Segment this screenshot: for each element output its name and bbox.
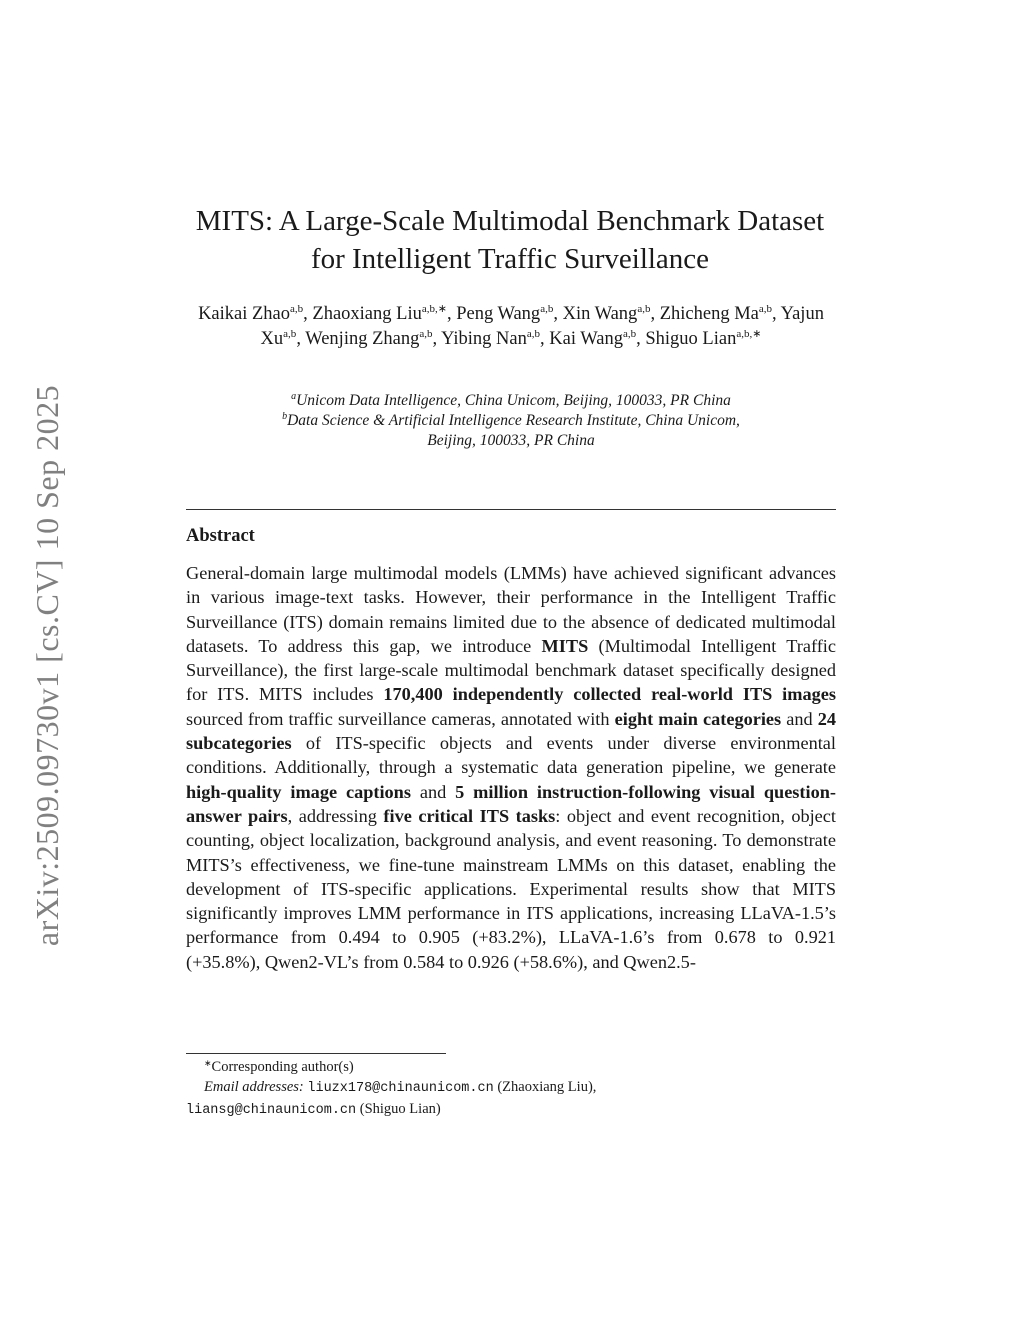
author-affiliation-mark: a,b (637, 303, 651, 315)
author-name: Kai Wang (549, 329, 623, 349)
author-affiliation-mark: a,b,∗ (421, 303, 447, 315)
author-affiliation-mark: a,b (419, 328, 433, 340)
abstract-text: and (781, 708, 818, 729)
author-affiliation-mark: a,b (622, 328, 637, 340)
abstract-emphasis: five critical ITS tasks (383, 805, 556, 826)
author-affiliation-mark: a,b (290, 303, 304, 315)
author-name: Yibing Nan (441, 329, 527, 349)
affiliation-a: $^a$Unicom Data Intelligence, China Unicom, Beijing, 100033, PR China (291, 391, 731, 409)
author-affiliation-mark: a,b (540, 303, 554, 315)
author-name: Peng Wang (456, 304, 541, 324)
arxiv-identifier-stamp (24, 370, 72, 960)
abstract-emphasis: 170,400 independently collected real-world ITS images (383, 684, 836, 705)
footnotes (186, 1057, 836, 1121)
title-line-1: MITS: A Large-Scale Multimodal Benchmark Dataset (195, 205, 825, 237)
abstract-text: (Multimodal Intelligent Traffic Surveillance), the first large-scale multimodal benchmark dataset specifically designed for ITS. MITS includes (186, 635, 836, 705)
author-list: Kaikai Zhao$^{a,b}$, Zhaoxiang Liu$^{a,b,∗}$, Peng Wang$^{a,b}$, Xin Wang$^{a,b}$, Zhicheng Ma$^{a,b}$, Yajun Xu$^{a,b}$, Wenjing Zhang$^{a,b}$, Yibing Nan$^{a,b}$, Kai Wang$^{a,b}$, Shiguo Lian$^{a,b,∗}$ (198, 303, 824, 349)
abstract-emphasis: 24 subcategories (186, 708, 836, 754)
abstract-text: sourced from traffic surveillance cameras, annotated with (186, 708, 615, 729)
title-line-2: for Intelligent Traffic Surveillance (310, 243, 710, 275)
arxiv-id-text: arXiv:2509.09730v1 [cs.CV] 10 Sep 2025 (29, 384, 66, 946)
paper-title (150, 202, 870, 278)
email-label: Email addresses: (204, 1079, 304, 1095)
author-name: Yajun Xu (260, 304, 824, 349)
author-affiliation-mark: a,b,∗ (736, 328, 762, 340)
author-name: Zhaoxiang Liu (312, 304, 422, 324)
abstract-text: and (410, 781, 456, 802)
author-name: Zhicheng Ma (659, 304, 759, 324)
abstract-body (186, 561, 836, 974)
email-addresses-line-2: liansg@chinaunicom.cn (Shiguo Lian) (186, 1101, 441, 1118)
author-affiliation-mark: a,b (526, 328, 541, 340)
abstract-text: : object and event recognition, object counting, object localization, background analysis, and event reasoning. To demonstrate MITS’s effectiveness, we fine-tune mainstream LMMs on this dataset, enabling the development of ITS-specific applications. Experimental results show that MITS significantly improves LMM performance in ITS applications, increasing LLaVA-1.5’s performance from 0.494 to 0.905 (+83.2%), LLaVA-1.6’s from 0.678 to 0.921 (+35.8%), Qwen2-VL’s from 0.584 to 0.926 (+58.6%), and Qwen2.5- (186, 805, 836, 972)
author-name: Kaikai Zhao (198, 304, 291, 324)
abstract-emphasis: high-quality image captions (186, 781, 411, 802)
email-link-liu[interactable]: liuzx178@chinaunicom.cn (307, 1081, 494, 1096)
author-name: Shiguo Lian (645, 329, 737, 349)
abstract-emphasis: MITS (541, 635, 589, 656)
author-affiliation-mark: a,b (283, 328, 297, 340)
corresponding-author-note: ∗Corresponding author(s) (204, 1058, 354, 1075)
abstract-text: General-domain large multimodal models (LMMs) have achieved significant advances in various image-text tasks. However, their performance in the Intelligent Traffic Surveillance (ITS) domain remains limited due to the absence of dedicated multimodal datasets. To address this gap, we introduce (186, 563, 836, 656)
email-link-lian[interactable]: liansg@chinaunicom.cn (186, 1103, 357, 1118)
affiliation-b: $^b$Data Science & Artificial Intelligence Research Institute, China Unicom, Beijing, 100033, PR China (282, 411, 740, 449)
email-addresses-line: Email addresses: liuzx178@chinaunicom.cn (Zhaoxiang Liu), (204, 1079, 597, 1096)
abstract-text: of ITS-specific objects and events under diverse environmental conditions. Additionally, through a systematic data generation pipeline, we generate (186, 733, 836, 778)
abstract-emphasis: eight main categories (614, 708, 782, 729)
author-name: Xin Wang (562, 304, 638, 324)
affiliation-list (186, 391, 836, 451)
abstract-top-rule (186, 509, 836, 510)
abstract-emphasis: 5 million instruction-following visual question-answer pairs (186, 781, 836, 826)
abstract-text: , addressing (287, 805, 384, 826)
author-name: Wenjing Zhang (305, 329, 420, 349)
abstract-heading: Abstract (186, 526, 255, 546)
author-affiliation-mark: a,b (758, 303, 772, 315)
footnote-rule (186, 1053, 446, 1054)
